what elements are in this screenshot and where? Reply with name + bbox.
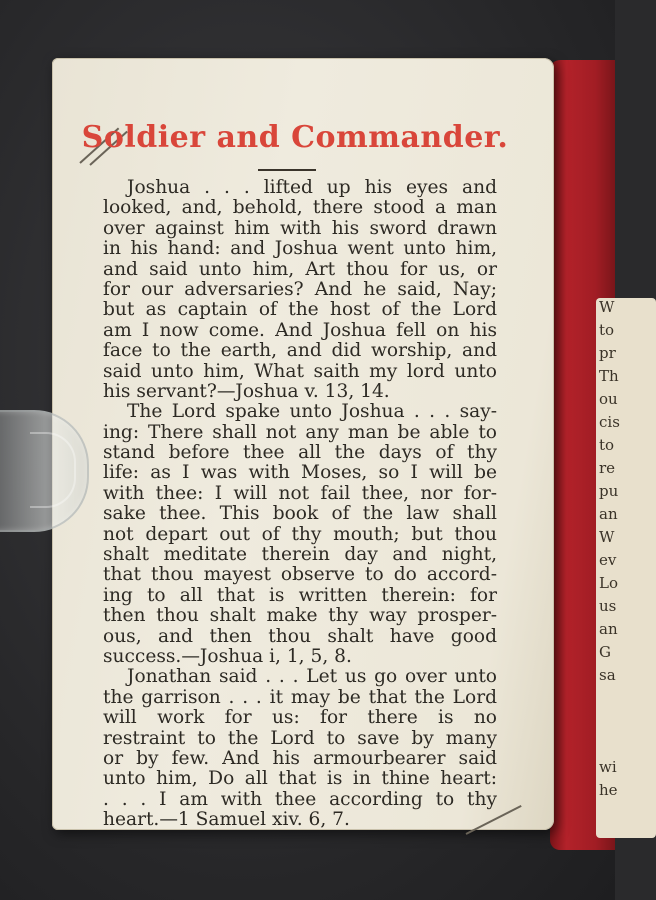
next-page-line: Th — [599, 367, 619, 385]
text-line: . . . I am with thee according to thy — [103, 788, 497, 810]
text-line: Joshua . . . lifted up his eyes and — [127, 177, 497, 198]
text-line: that thou mayest observe to do accord- — [103, 564, 497, 586]
title-rule — [258, 169, 316, 171]
text-line: The Lord spake unto Joshua . . . say- — [127, 401, 497, 423]
text-line: looked, and, behold, there stood a man — [103, 197, 497, 219]
next-page-line: pu — [599, 482, 619, 500]
text-line: but as captain of the host of the Lord — [103, 299, 497, 321]
next-page-line: wi — [599, 758, 617, 776]
text-line: will work for us: for there is no — [103, 707, 497, 729]
text-line: sake thee. This book of the law shall — [103, 503, 497, 525]
text-line: success.—Joshua i, 1, 5, 8. — [103, 645, 352, 667]
next-page-line: sa — [599, 666, 616, 684]
next-page-line: cis — [599, 413, 620, 431]
next-page-line: an — [599, 505, 618, 523]
text-line: said unto him, What saith my lord unto — [103, 360, 497, 382]
text-line: in his hand: and Joshua went unto him, — [103, 238, 497, 260]
page-weight-clip-highlight — [30, 432, 76, 508]
next-page-line: ou — [599, 390, 618, 408]
next-page-line: G — [599, 643, 611, 661]
text-line: and said unto him, Art thou for us, or — [103, 258, 497, 280]
text-line: ous, and then thou shalt have good — [103, 625, 497, 647]
text-line: not depart out of thy mouth; but thou — [103, 523, 497, 545]
next-page-line: W — [599, 298, 615, 316]
next-page-line: to — [599, 436, 615, 454]
text-line: unto him, Do all that is in thine heart: — [103, 768, 497, 790]
next-page-line: an — [599, 620, 618, 638]
next-page-line: he — [599, 781, 618, 799]
text-line: face to the earth, and did worship, and — [103, 340, 497, 362]
next-page-line: Lo — [599, 574, 618, 592]
text-line: ing: There shall not any man be able to — [103, 421, 497, 443]
text-line: with thee: I will not fail thee, nor for- — [103, 482, 497, 504]
text-line: heart.—1 Samuel xiv. 6, 7. — [103, 809, 350, 831]
next-page-line: us — [599, 597, 617, 615]
text-line: the garrison . . . it may be that the Lord — [103, 686, 497, 708]
text-line: over against him with his sword drawn — [103, 217, 497, 239]
text-line: Jonathan said . . . Let us go over unto — [127, 666, 497, 688]
next-page-line: pr — [599, 344, 616, 362]
text-line: life: as I was with Moses, so I will be — [103, 462, 497, 484]
next-page-fragment — [596, 298, 656, 838]
text-line: shalt meditate therein day and night, — [103, 544, 497, 566]
next-page-line: W — [599, 528, 615, 546]
next-page-line: re — [599, 459, 616, 477]
text-line: ing to all that is written therein: for — [103, 584, 497, 606]
page-title: Soldier and Commander. — [81, 120, 509, 155]
text-line: restraint to the Lord to save by many — [103, 727, 497, 749]
next-page-line: ev — [599, 551, 617, 569]
text-line: am I now come. And Joshua fell on his — [103, 319, 497, 341]
text-line: his servant?—Joshua v. 13, 14. — [103, 380, 390, 402]
next-page-line: to — [599, 321, 615, 339]
scripture-text — [103, 178, 497, 831]
text-line: then thou shalt make thy way prosper- — [103, 605, 497, 627]
text-line: or by few. And his armourbearer said — [103, 747, 497, 769]
text-line: for our adversaries? And he said, Nay; — [103, 278, 497, 300]
text-line: stand before thee all the days of thy — [103, 442, 497, 464]
